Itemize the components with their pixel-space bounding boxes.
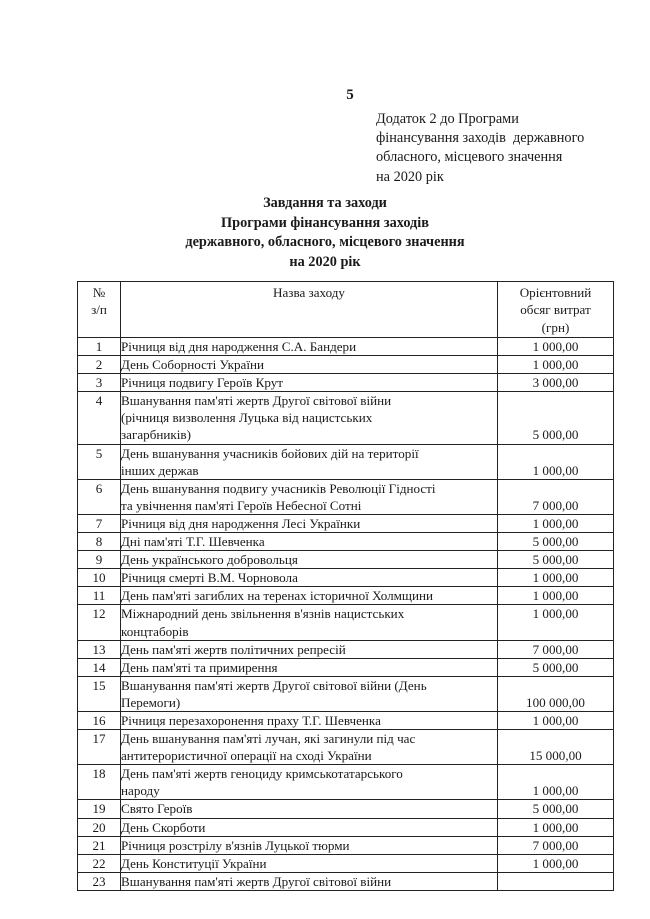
measure-name-line: День пам'яті загиблих на теренах історичної Холмщини [121, 588, 434, 604]
amount-cell: 1 000,00 [498, 338, 614, 356]
measure-name-line: інших держав [121, 462, 199, 478]
measure-name-cell [121, 338, 498, 356]
table-row [78, 533, 614, 551]
table-row [78, 711, 614, 729]
table-row [78, 479, 614, 514]
measure-name-cell [121, 587, 498, 605]
appendix-line: обласного, місцевого значення [376, 149, 563, 166]
measure-name-cell [121, 711, 498, 729]
measure-name-line: День пам'яті жертв геноциду кримськотатарського [121, 766, 403, 782]
measure-name-cell [121, 444, 498, 479]
row-number-cell: 3 [78, 374, 121, 392]
column-header-number-line: з/п [91, 302, 107, 318]
measure-name-line: День вшанування пам'яті лучан, які загинули під час [121, 731, 416, 747]
amount-cell: 100 000,00 [498, 676, 614, 711]
table-header [78, 282, 614, 338]
measure-name-line: та увічнення пам'яті Героїв Небесної Сотні [121, 497, 362, 513]
column-header-amount-line: обсяг витрат [520, 302, 591, 318]
measure-name-cell [121, 356, 498, 374]
table-row [78, 872, 614, 890]
table-row [78, 514, 614, 532]
table-row [78, 569, 614, 587]
appendix-line: фінансування заходів державного [376, 130, 585, 147]
measure-name-line: День Скорботи [121, 819, 206, 835]
amount-cell: 5 000,00 [498, 658, 614, 676]
table-row [78, 676, 614, 711]
amount-cell: 1 000,00 [498, 854, 614, 872]
measure-name-cell [121, 872, 498, 890]
row-number-cell: 8 [78, 533, 121, 551]
document-title [0, 194, 650, 272]
row-number-cell: 19 [78, 800, 121, 818]
appendix-header-block [376, 110, 626, 187]
amount-cell: 1 000,00 [498, 765, 614, 800]
measure-name-line: Міжнародний день звільнення в'язнів нацистських [121, 606, 405, 622]
amount-cell: 1 000,00 [498, 569, 614, 587]
measure-name-cell [121, 730, 498, 765]
row-number-cell: 5 [78, 444, 121, 479]
measure-name-cell [121, 658, 498, 676]
row-number-cell: 21 [78, 836, 121, 854]
document-title-line: державного, обласного, місцевого значення [185, 234, 465, 250]
table-row [78, 854, 614, 872]
page-number: 5 [346, 87, 354, 103]
table-row [78, 356, 614, 374]
measure-name-line: Річниця смерті В.М. Чорновола [121, 570, 298, 586]
amount-cell: 1 000,00 [498, 444, 614, 479]
row-number-cell: 1 [78, 338, 121, 356]
document-title-line: на 2020 рік [289, 253, 361, 270]
table-row [78, 658, 614, 676]
measure-name-line: Річниця перезахоронення праху Т.Г. Шевченка [121, 712, 381, 728]
amount-cell: 7 000,00 [498, 836, 614, 854]
row-number-cell: 20 [78, 818, 121, 836]
table-row [78, 392, 614, 444]
row-number-cell: 6 [78, 479, 121, 514]
measure-name-line: Вшанування пам'яті жертв Другої світової війни [121, 393, 392, 409]
amount-cell: 5 000,00 [498, 800, 614, 818]
measure-name-cell [121, 533, 498, 551]
measure-name-line: День пам'яті та примирення [121, 659, 278, 675]
document-title-line: Завдання та заходи [263, 195, 387, 211]
table-row [78, 605, 614, 640]
measure-name-line: Вшанування пам'яті жертв Другої світової війни (День [121, 677, 427, 693]
measure-name-cell [121, 854, 498, 872]
measure-name-line: загарбників) [121, 427, 191, 443]
amount-cell: 7 000,00 [498, 640, 614, 658]
measure-name-cell [121, 800, 498, 818]
row-number-cell: 18 [78, 765, 121, 800]
column-header-name-line: Назва заходу [273, 285, 345, 300]
column-header-number [78, 282, 121, 338]
row-number-cell: 13 [78, 640, 121, 658]
table-row [78, 338, 614, 356]
row-number-cell: 23 [78, 872, 121, 890]
measure-name-line: День українського добровольця [121, 552, 298, 568]
amount-cell: 1 000,00 [498, 514, 614, 532]
row-number-cell: 17 [78, 730, 121, 765]
row-number-cell: 11 [78, 587, 121, 605]
measure-name-cell [121, 569, 498, 587]
row-number-cell: 4 [78, 392, 121, 444]
measure-name-cell [121, 479, 498, 514]
measure-name-cell [121, 765, 498, 800]
row-number-cell: 15 [78, 676, 121, 711]
measure-name-line: Річниця від дня народження С.А. Бандери [121, 339, 357, 354]
table-row [78, 818, 614, 836]
measures-table-wrapper [77, 281, 613, 891]
row-number-cell: 12 [78, 605, 121, 640]
measure-name-cell [121, 818, 498, 836]
measure-name-line: антитерористичної операції на сході України [121, 748, 372, 764]
table-row [78, 765, 614, 800]
table-row [78, 800, 614, 818]
measure-name-cell [121, 551, 498, 569]
table-row [78, 836, 614, 854]
row-number-cell: 2 [78, 356, 121, 374]
measure-name-cell [121, 514, 498, 532]
table-row [78, 374, 614, 392]
table-row [78, 587, 614, 605]
amount-cell: 5 000,00 [498, 551, 614, 569]
amount-cell: 5 000,00 [498, 392, 614, 444]
table-row [78, 551, 614, 569]
measure-name-cell [121, 640, 498, 658]
row-number-cell: 22 [78, 854, 121, 872]
appendix-line: на 2020 рік [376, 168, 444, 185]
measures-table [77, 281, 614, 891]
row-number-cell: 14 [78, 658, 121, 676]
column-header-amount-line: Орієнтовний [519, 285, 592, 300]
table-row [78, 730, 614, 765]
table-header-row [78, 282, 614, 338]
measure-name-line: День вшанування учасників бойових дій на території [121, 445, 419, 461]
measure-name-line: День Конституції України [121, 855, 267, 871]
column-header-amount-line: (грн) [541, 319, 570, 335]
measure-name-line: Річниця подвигу Героїв Крут [121, 375, 283, 391]
row-number-cell: 9 [78, 551, 121, 569]
amount-cell [498, 872, 614, 890]
amount-cell: 15 000,00 [498, 730, 614, 765]
measure-name-line: Свято Героїв [121, 801, 193, 817]
measure-name-line: Вшанування пам'яті жертв Другої світової війни [121, 873, 392, 889]
measure-name-line: концтаборів [121, 623, 189, 639]
measure-name-cell [121, 836, 498, 854]
table-row [78, 444, 614, 479]
amount-cell: 1 000,00 [498, 605, 614, 640]
measure-name-line: День пам'яті жертв політичних репресій [121, 641, 346, 657]
column-header-name [121, 282, 498, 338]
measure-name-cell [121, 676, 498, 711]
measure-name-line: День вшанування подвигу учасників Революції Гідності [121, 480, 436, 496]
amount-cell: 1 000,00 [498, 356, 614, 374]
amount-cell: 1 000,00 [498, 711, 614, 729]
row-number-cell: 10 [78, 569, 121, 587]
column-header-number-line: № [92, 285, 106, 300]
measure-name-line: Річниця від дня народження Лесі Українки [121, 515, 361, 531]
measure-name-line: Річниця розстрілу в'язнів Луцької тюрми [121, 837, 350, 853]
table-row [78, 640, 614, 658]
measure-name-cell [121, 392, 498, 444]
amount-cell: 3 000,00 [498, 374, 614, 392]
table-body [78, 338, 614, 891]
column-header-amount [498, 282, 614, 338]
amount-cell: 1 000,00 [498, 587, 614, 605]
measure-name-cell [121, 374, 498, 392]
amount-cell: 1 000,00 [498, 818, 614, 836]
document-title-line: Програми фінансування заходів [221, 214, 429, 231]
measure-name-cell [121, 605, 498, 640]
appendix-line: Додаток 2 до Програми [376, 111, 519, 127]
amount-cell: 5 000,00 [498, 533, 614, 551]
measure-name-line: Дні пам'яті Т.Г. Шевченка [121, 534, 265, 550]
amount-cell: 7 000,00 [498, 479, 614, 514]
row-number-cell: 16 [78, 711, 121, 729]
measure-name-line: народу [121, 783, 160, 799]
measure-name-line: (річниця визволення Луцька від нацистських [121, 410, 373, 426]
row-number-cell: 7 [78, 514, 121, 532]
measure-name-line: День Соборності України [121, 357, 265, 373]
measure-name-line: Перемоги) [121, 694, 181, 710]
